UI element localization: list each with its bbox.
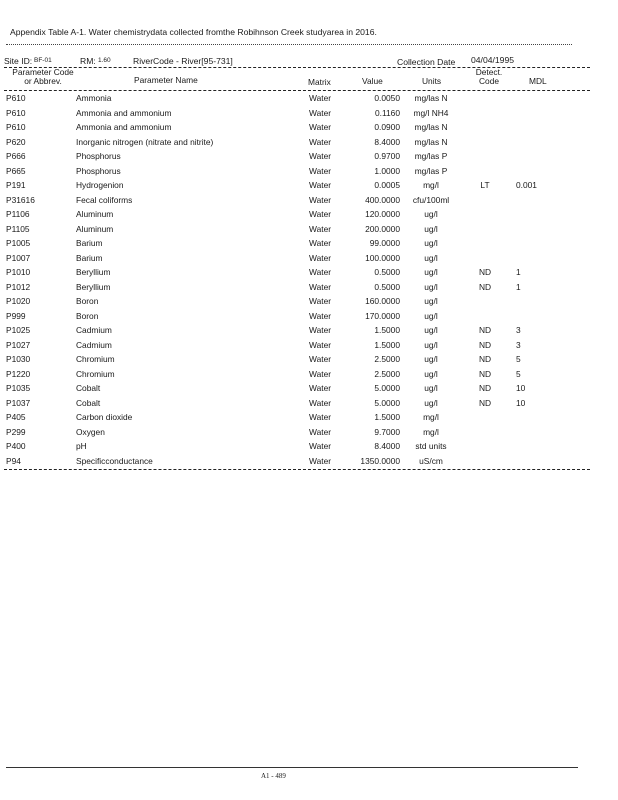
mdl-cell: 0.001: [516, 180, 537, 190]
value-cell: 1.5000: [374, 412, 400, 422]
param-name-cell: Chromium: [76, 368, 115, 379]
matrix-cell: Water: [309, 238, 332, 248]
param-name-cell: Hydrogenion: [76, 180, 124, 190]
col-header-matrix: Matrix: [308, 77, 331, 87]
table-row: [0, 311, 618, 326]
matrix-cell: Water: [309, 223, 332, 234]
value-cell: 9.7000: [374, 426, 400, 437]
units-cell: mg/l NH4: [413, 107, 449, 118]
units-cell: mg/las P: [414, 165, 448, 176]
param-name-cell: Carbon dioxide: [76, 412, 133, 422]
param-code-cell: P1035: [6, 383, 31, 393]
detect-code-cell: ND: [478, 368, 492, 379]
matrix-cell: Water: [309, 426, 332, 437]
param-code-cell: P1106: [6, 209, 30, 219]
matrix-cell: Water: [309, 310, 332, 321]
value-cell: 1350.0000: [360, 455, 400, 466]
param-name-cell: Cadmium: [76, 339, 112, 350]
param-name-cell: Ammonia and ammonium: [76, 122, 172, 132]
units-cell: uS/cm: [419, 455, 443, 466]
param-name-cell: Aluminum: [76, 223, 114, 234]
collection-date-label: Collection Date: [397, 57, 456, 67]
units-cell: mg/las N: [414, 136, 448, 147]
mdl-cell: 3: [516, 339, 521, 350]
table-row: [0, 209, 618, 224]
table-row: [0, 456, 618, 471]
table-row: [0, 224, 618, 239]
param-code-cell: P1025: [6, 325, 31, 335]
value-cell: 170.0000: [365, 310, 400, 321]
table-row: [0, 253, 618, 268]
table-bottom-rule: [4, 469, 590, 470]
col-header-name: Parameter Name: [134, 75, 198, 85]
param-code-cell: P665: [6, 165, 26, 176]
river-code: RiverCode - River[95-731]: [133, 56, 233, 66]
matrix-cell: Water: [309, 339, 332, 350]
value-cell: 2.5000: [374, 368, 400, 379]
table-row: [0, 151, 618, 166]
value-cell: 400.0000: [365, 194, 400, 205]
mdl-cell: 10: [516, 383, 526, 393]
matrix-cell: Water: [309, 252, 332, 263]
matrix-cell: Water: [309, 267, 332, 277]
param-name-cell: Beryllium: [76, 267, 111, 277]
param-name-cell: Beryllium: [76, 281, 111, 292]
value-cell: 1.5000: [374, 339, 400, 350]
table-row: [0, 267, 618, 282]
site-id-label: Site ID:: [4, 56, 33, 66]
param-code-cell: P1220: [6, 368, 31, 379]
units-cell: ug/l: [424, 238, 438, 248]
units-cell: ug/l: [424, 325, 438, 335]
param-name-cell: Fecal coliforms: [76, 194, 133, 205]
param-code-cell: P999: [6, 310, 26, 321]
value-cell: 0.5000: [374, 267, 400, 277]
value-cell: 0.0900: [374, 122, 400, 132]
units-cell: ug/l: [424, 339, 438, 350]
table-row: [0, 441, 618, 456]
param-name-cell: Boron: [76, 296, 99, 306]
units-cell: mg/las N: [414, 93, 448, 103]
detect-code-cell: ND: [478, 383, 492, 393]
table-row: [0, 354, 618, 369]
mdl-cell: 1: [516, 267, 521, 277]
mdl-cell: 3: [516, 325, 521, 335]
value-cell: 1.5000: [374, 325, 400, 335]
matrix-cell: Water: [309, 165, 332, 176]
mdl-cell: 5: [516, 354, 521, 364]
table-row: [0, 238, 618, 253]
units-cell: ug/l: [424, 252, 438, 263]
matrix-cell: Water: [309, 194, 332, 205]
matrix-cell: Water: [309, 180, 332, 190]
matrix-cell: Water: [309, 412, 332, 422]
mdl-cell: 1: [516, 281, 521, 292]
value-cell: 100.0000: [365, 252, 400, 263]
matrix-cell: Water: [309, 397, 332, 408]
matrix-cell: Water: [309, 455, 332, 466]
units-cell: mg/l: [423, 412, 439, 422]
value-cell: 5.0000: [374, 383, 400, 393]
value-cell: 120.0000: [365, 209, 400, 219]
table-row: [0, 412, 618, 427]
param-name-cell: Oxygen: [76, 426, 105, 437]
matrix-cell: Water: [309, 107, 332, 118]
matrix-cell: Water: [309, 354, 332, 364]
value-cell: 0.1160: [375, 107, 400, 118]
units-cell: ug/l: [424, 397, 438, 408]
units-cell: ug/l: [424, 296, 438, 306]
table-row: [0, 369, 618, 384]
detect-code-cell: ND: [478, 325, 492, 335]
units-cell: ug/l: [424, 223, 438, 234]
collection-date-value: 04/04/1995: [471, 55, 515, 65]
param-name-cell: Aluminum: [76, 209, 114, 219]
title-divider: [6, 44, 572, 45]
value-cell: 160.0000: [365, 296, 400, 306]
col-header-code-line1: Parameter Code: [12, 67, 74, 77]
table-row: [0, 166, 618, 181]
rm-value: 1.60: [98, 57, 111, 64]
matrix-cell: Water: [309, 209, 332, 219]
value-cell: 99.0000: [369, 238, 400, 248]
matrix-cell: Water: [309, 151, 332, 161]
table-title: Appendix Table A-1. Water chemistrydata collected fromthe Robihnson Creek studyarea in 2016.: [10, 27, 377, 37]
units-cell: ug/l: [424, 383, 438, 393]
col-header-detect-line2: Code: [478, 76, 500, 86]
col-header-code: [10, 68, 76, 86]
matrix-cell: Water: [309, 368, 332, 379]
col-header-detect-line1: Detect.: [475, 67, 503, 77]
rm-label: RM:: [80, 56, 96, 66]
value-cell: 0.9700: [374, 151, 400, 161]
param-name-cell: Barium: [76, 252, 103, 263]
param-name-cell: Ammonia: [76, 93, 112, 103]
param-code-cell: P191: [6, 180, 26, 190]
table-row: [0, 383, 618, 398]
col-header-detect: [474, 68, 504, 86]
param-name-cell: Cobalt: [76, 397, 101, 408]
mdl-cell: 10: [516, 397, 526, 408]
param-code-cell: P610: [6, 122, 26, 132]
col-header-value: Value: [362, 76, 383, 86]
param-code-cell: P1020: [6, 296, 31, 306]
detect-code-cell: ND: [478, 281, 492, 292]
table-row: [0, 296, 618, 311]
param-code-cell: P299: [6, 426, 26, 437]
value-cell: 5.0000: [374, 397, 400, 408]
value-cell: 8.4000: [374, 136, 400, 147]
matrix-cell: Water: [309, 122, 332, 132]
value-cell: 0.0050: [374, 93, 400, 103]
table-row: [0, 325, 618, 340]
param-name-cell: Phosphorus: [76, 165, 121, 176]
value-cell: 0.5000: [374, 281, 400, 292]
col-header-units: Units: [422, 76, 442, 86]
page-number: A1 - 489: [261, 772, 286, 780]
units-cell: ug/l: [424, 310, 438, 321]
table-row: [0, 340, 618, 355]
param-code-cell: P1105: [6, 223, 30, 234]
param-code-cell: P94: [6, 455, 21, 466]
matrix-cell: Water: [309, 441, 332, 451]
value-cell: 0.0005: [374, 180, 400, 190]
units-cell: mg/l: [423, 180, 439, 190]
param-code-cell: P1037: [6, 397, 31, 408]
mdl-cell: 5: [516, 368, 521, 379]
table-row: [0, 122, 618, 137]
table-row: [0, 137, 618, 152]
units-cell: ug/l: [424, 267, 438, 277]
param-code-cell: P620: [6, 136, 26, 147]
col-header-mdl: MDL: [529, 76, 547, 86]
param-name-cell: Boron: [76, 310, 99, 321]
units-cell: std units: [415, 441, 447, 451]
table-row: [0, 427, 618, 442]
param-code-cell: P1007: [6, 252, 31, 263]
table-row: [0, 195, 618, 210]
param-name-cell: Cadmium: [76, 325, 112, 335]
param-name-cell: pH: [76, 441, 87, 451]
matrix-cell: Water: [309, 296, 332, 306]
param-code-cell: P405: [6, 412, 26, 422]
table-row: [0, 93, 618, 108]
matrix-cell: Water: [309, 325, 332, 335]
param-code-cell: P1012: [6, 281, 31, 292]
footer-rule: [6, 767, 578, 768]
value-cell: 2.5000: [374, 354, 400, 364]
table-row: [0, 398, 618, 413]
param-code-cell: P610: [6, 93, 26, 103]
param-name-cell: Chromium: [76, 354, 115, 364]
param-name-cell: Specificconductance: [76, 455, 153, 466]
table-row: [0, 180, 618, 195]
detect-code-cell: LT: [480, 180, 490, 190]
units-cell: ug/l: [424, 209, 438, 219]
param-code-cell: P1030: [6, 354, 31, 364]
table-row: [0, 108, 618, 123]
param-name-cell: Phosphorus: [76, 151, 121, 161]
param-name-cell: Barium: [76, 238, 103, 248]
detect-code-cell: ND: [478, 267, 492, 277]
units-cell: ug/l: [424, 281, 438, 292]
site-id-value: BF-01: [34, 57, 52, 64]
matrix-cell: Water: [309, 383, 332, 393]
col-header-code-line2: or Abbrev.: [24, 76, 62, 86]
units-cell: ug/l: [424, 354, 438, 364]
param-name-cell: Ammonia and ammonium: [76, 107, 172, 118]
param-code-cell: P666: [6, 151, 26, 161]
detect-code-cell: ND: [478, 397, 492, 408]
param-code-cell: P610: [6, 107, 26, 118]
param-code-cell: P1010: [6, 267, 31, 277]
table-row: [0, 282, 618, 297]
units-cell: cfu/100ml: [412, 194, 450, 205]
param-code-cell: P1005: [6, 238, 31, 248]
detect-code-cell: ND: [478, 339, 492, 350]
units-cell: mg/l: [423, 426, 439, 437]
param-code-cell: P1027: [6, 339, 31, 350]
detect-code-cell: ND: [478, 354, 492, 364]
param-name-cell: Inorganic nitrogen (nitrate and nitrite): [76, 136, 214, 147]
param-name-cell: Cobalt: [76, 383, 101, 393]
param-code-cell: P31616: [6, 194, 35, 205]
matrix-cell: Water: [309, 136, 332, 147]
value-cell: 8.4000: [374, 441, 400, 451]
param-code-cell: P400: [6, 441, 26, 451]
value-cell: 1.0000: [374, 165, 400, 176]
value-cell: 200.0000: [365, 223, 400, 234]
units-cell: mg/las N: [414, 122, 448, 132]
units-cell: ug/l: [424, 368, 438, 379]
units-cell: mg/las P: [414, 151, 448, 161]
matrix-cell: Water: [309, 281, 332, 292]
header-bottom-rule: [4, 90, 590, 91]
matrix-cell: Water: [309, 93, 332, 103]
